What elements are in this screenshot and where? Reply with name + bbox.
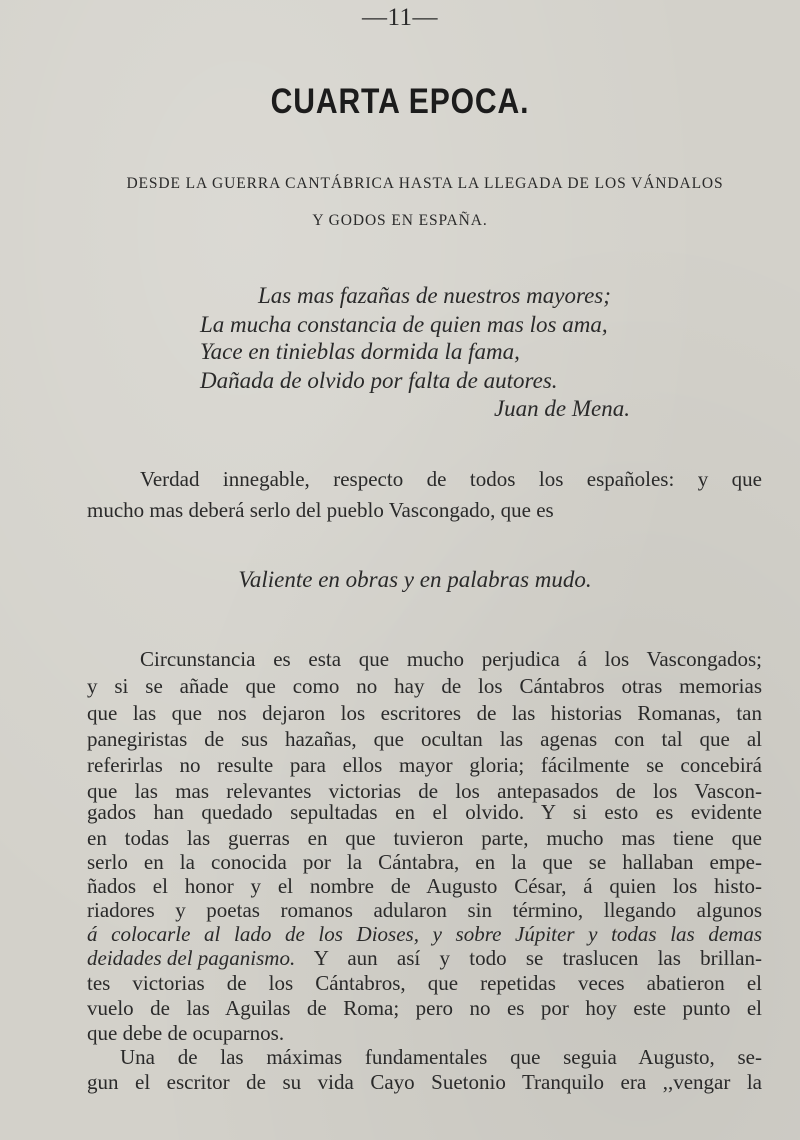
- chapter-title: CUARTA EPOCA.: [270, 82, 530, 121]
- chapter-subtitle-line-1: DESDE LA GUERRA CANTÁBRICA HASTA LA LLEGADA DE LOS VÁNDALOS: [126, 175, 724, 192]
- epigraph-line-2: La mucha constancia de quien mas los ama,: [200, 312, 608, 337]
- paragraph-2-line-4: panegiristas de sus hazañas, que ocultan las agenas con tal que al: [87, 727, 762, 751]
- paragraph-2-line-16: que debe de ocuparnos.: [87, 1021, 285, 1045]
- paragraph-2-line-10: ñados el honor y el nombre de Augusto César, á quien los histo-: [87, 874, 762, 898]
- paragraph-2-line-2: y si se añade que como no hay de los Cántabros otras memorias: [87, 674, 762, 698]
- epigraph-author: Juan de Mena.: [493, 396, 630, 421]
- paragraph-2-line-12: á colocarle al lado de los Dioses, y sobre Júpiter y todas las demas: [87, 922, 762, 946]
- page-number: —11—: [361, 4, 439, 31]
- paragraph-3-line-1: Una de las máximas fundamentales que seguia Augusto, se-: [120, 1045, 762, 1069]
- paragraph-2-line-3: que las que nos dejaron los escritores de las historias Romanas, tan: [87, 701, 762, 725]
- paragraph-2-line-13: [87, 946, 762, 970]
- paragraph-2-line-11: riadores y poetas romanos adularon sin término, llegando algunos: [87, 898, 762, 922]
- paragraph-2-line-13-italic: deidades del paganismo.: [87, 946, 296, 970]
- epigraph-line-3: Yace en tinieblas dormida la fama,: [200, 339, 520, 364]
- paragraph-3-line-2: gun el escritor de su vida Cayo Suetonio Tranquilo era ,,vengar la: [87, 1070, 762, 1094]
- motto: Valiente en obras y en palabras mudo.: [238, 567, 592, 592]
- paragraph-2-line-9: serlo en la conocida por la Cántabra, en la que se hallaban empe-: [87, 850, 762, 874]
- paragraph-1-line-1: Verdad innegable, respecto de todos los españoles: y que: [140, 467, 762, 491]
- epigraph-line-1: Las mas fazañas de nuestros mayores;: [258, 283, 611, 308]
- paragraph-2-line-7: gados han quedado sepultadas en el olvido. Y si esto es evidente: [87, 800, 762, 824]
- epigraph-line-4: Dañada de olvido por falta de autores.: [200, 368, 558, 393]
- paragraph-2-line-15: vuelo de las Aguilas de Roma; pero no es por hoy este punto el: [87, 996, 762, 1020]
- paragraph-1-line-2: mucho mas deberá serlo del pueblo Vascongado, que es: [87, 498, 554, 522]
- paragraph-2-line-13-roman: Y aun así y todo se traslucen las brillan-: [295, 946, 762, 970]
- paragraph-2-line-5: referirlas no resulte para ellos mayor gloria; fácilmente se concebirá: [87, 753, 762, 777]
- paragraph-2-line-14: tes victorias de los Cántabros, que repetidas veces abatieron el: [87, 971, 762, 995]
- chapter-subtitle-line-2: Y GODOS EN ESPAÑA.: [312, 212, 488, 229]
- paragraph-2-line-6: que las mas relevantes victorias de los antepasados de los Vascon-: [87, 779, 762, 803]
- paragraph-2-line-1: Circunstancia es esta que mucho perjudica á los Vascongados;: [140, 647, 762, 671]
- paragraph-2-line-8: en todas las guerras en que tuvieron parte, mucho mas tiene que: [87, 826, 762, 850]
